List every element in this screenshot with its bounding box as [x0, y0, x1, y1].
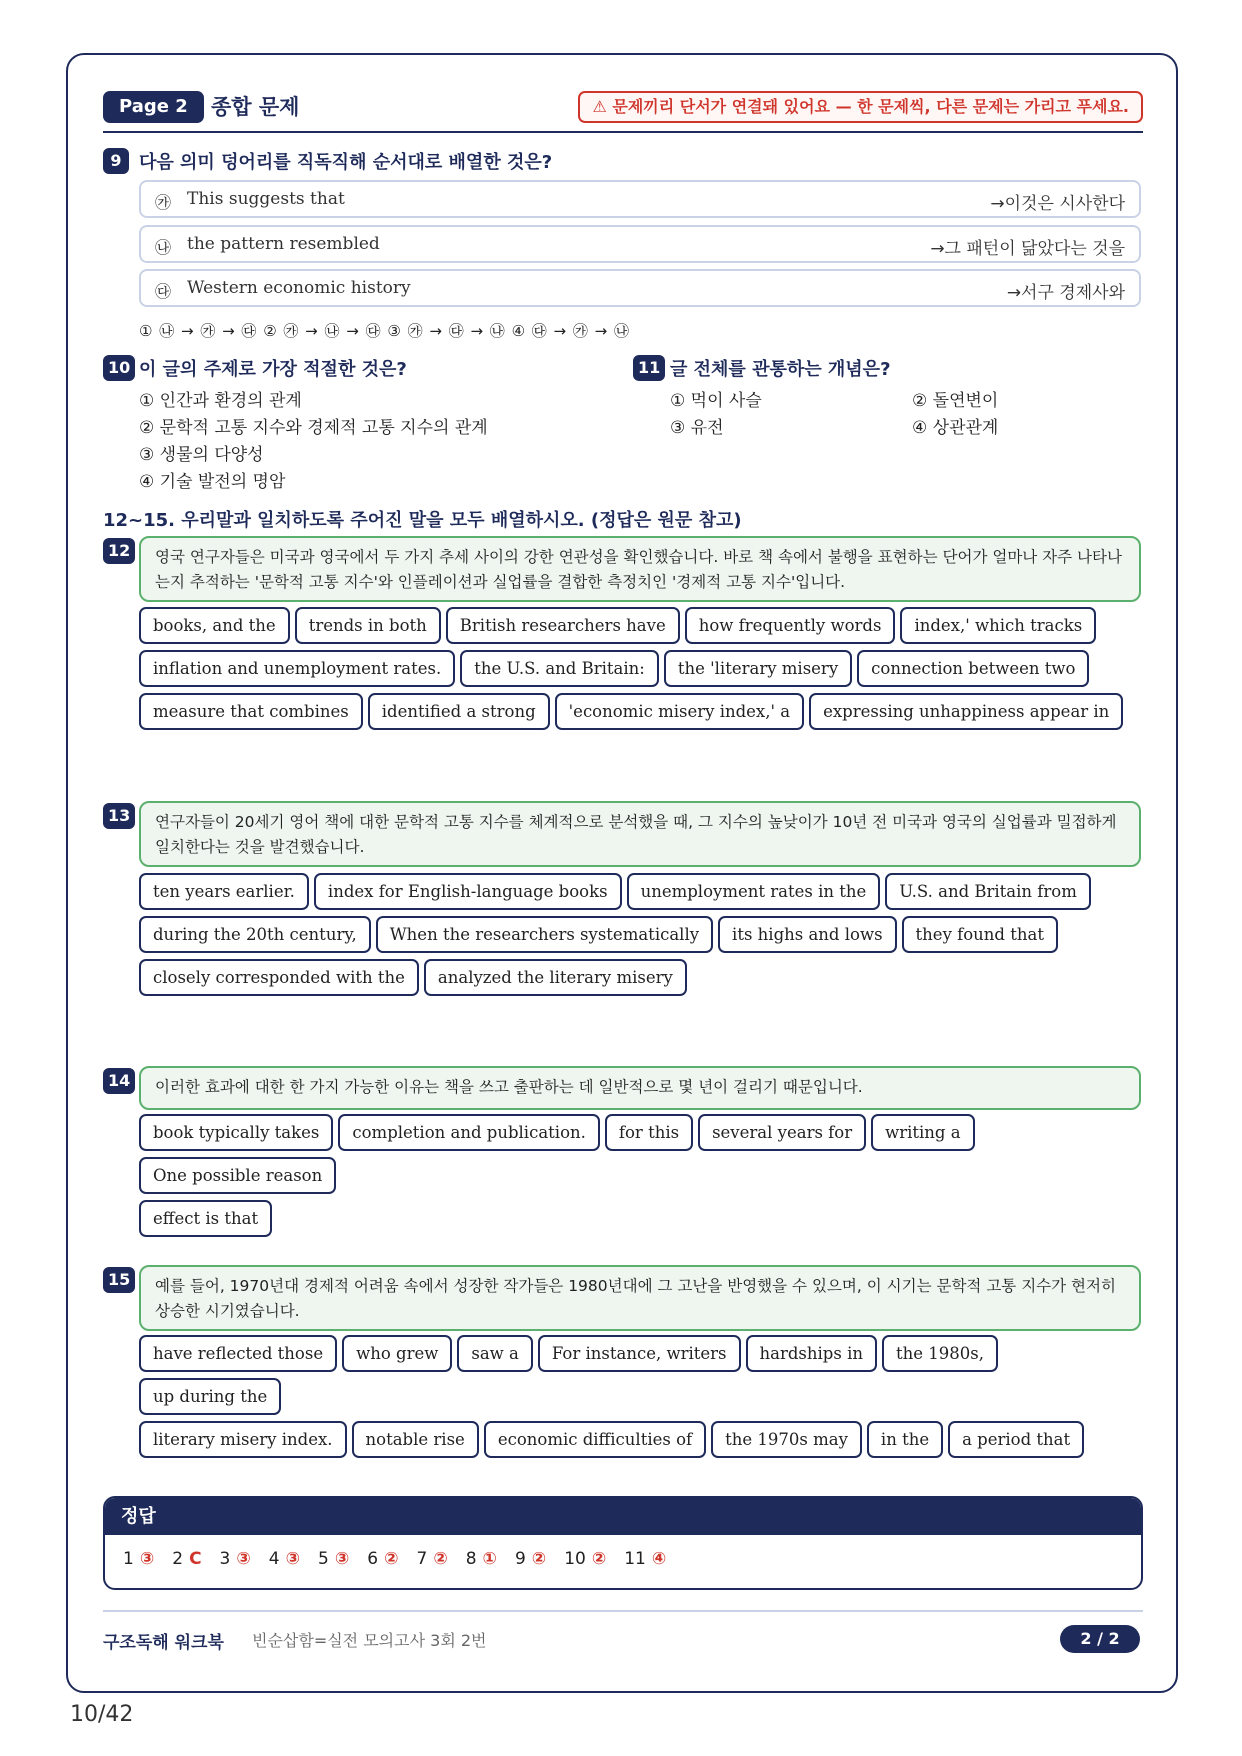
word-tile[interactable]: British researchers have: [446, 607, 680, 644]
word-tile[interactable]: several years for: [698, 1114, 866, 1151]
word-tiles-12: [139, 607, 1149, 736]
word-tile[interactable]: index for English-language books: [314, 873, 622, 910]
chunk-english: This suggests that: [187, 189, 345, 209]
footer-subtitle: 빈순삽함=실전 모의고사 3회 2번: [252, 1631, 487, 1650]
word-tile[interactable]: up during the: [139, 1378, 281, 1415]
answer-key: [103, 1496, 1143, 1590]
word-tile[interactable]: connection between two: [857, 650, 1089, 687]
word-tile[interactable]: ten years earlier.: [139, 873, 309, 910]
question-number-12: 12: [103, 538, 135, 564]
word-tile[interactable]: identified a strong: [368, 693, 550, 730]
word-tile[interactable]: index,' which tracks: [900, 607, 1096, 644]
word-tile[interactable]: they found that: [902, 916, 1058, 953]
answer-item: 9 ②: [514, 1549, 547, 1569]
answer-item: 7 ②: [416, 1549, 448, 1569]
word-tile[interactable]: unemployment rates in the: [627, 873, 881, 910]
chunk-english: the pattern resembled: [187, 234, 380, 254]
question-number-15: 15: [103, 1267, 135, 1293]
page-label-badge: Page 2: [103, 91, 204, 123]
meaning-chunk-b: [139, 225, 1141, 263]
korean-prompt-12: 영국 연구자들은 미국과 영국에서 두 가지 추세 사이의 강한 연관성을 확인했습니다. 바로 책 속에서 불행을 표현하는 단어가 얼마나 자주 나타나는지 추적하는 '문학적 고통 지수'와 인플레이션과 실업률을 결합한 측정치인 '경제적 고통 지수'입니다.: [139, 536, 1141, 602]
word-tile[interactable]: U.S. and Britain from: [885, 873, 1091, 910]
korean-prompt-15: 예를 들어, 1970년대 경제적 어려움 속에서 성장한 작가들은 1980년대에 그 고난을 반영했을 수 있으며, 이 시기는 문학적 고통 지수가 현저히 상승한 시기였습니다.: [139, 1265, 1141, 1331]
chunk-korean: →이것은 시사한다: [990, 194, 1125, 214]
word-tile[interactable]: in the: [867, 1421, 943, 1458]
word-tile[interactable]: closely corresponded with the: [139, 959, 419, 996]
word-tile[interactable]: expressing unhappiness appear in: [809, 693, 1123, 730]
q10-option-4: ④ 기술 발전의 명암: [139, 472, 286, 492]
q11-option-4: ④ 상관관계: [912, 418, 999, 438]
question-title-11: 글 전체를 관통하는 개념은?: [670, 359, 891, 380]
q11-option-2: ② 돌연변이: [912, 391, 999, 411]
page-header: [103, 91, 1143, 133]
word-tile[interactable]: book typically takes: [139, 1114, 333, 1151]
word-tile[interactable]: inflation and unemployment rates.: [139, 650, 455, 687]
word-tile[interactable]: how frequently words: [685, 607, 896, 644]
answer-item: 5 ③: [318, 1549, 350, 1569]
word-tile[interactable]: books, and the: [139, 607, 290, 644]
question-number-13: 13: [103, 803, 135, 829]
word-tile[interactable]: When the researchers systematically: [376, 916, 713, 953]
answer-item: 4 ③: [268, 1549, 301, 1569]
footer-page-badge: 2 / 2: [1060, 1625, 1140, 1653]
word-tile[interactable]: saw a: [457, 1335, 533, 1372]
warning-banner: ⚠ 문제끼리 단서가 연결돼 있어요 — 한 문제씩, 다른 문제는 가리고 푸세요.: [578, 91, 1143, 123]
word-tile[interactable]: For instance, writers: [538, 1335, 741, 1372]
chunk-mark: ㉮: [155, 193, 172, 212]
question-number-9: 9: [103, 148, 129, 174]
word-tile[interactable]: notable rise: [352, 1421, 479, 1458]
word-tile[interactable]: the 1980s,: [882, 1335, 998, 1372]
answer-item: 2 C: [172, 1549, 202, 1569]
footer-divider: [103, 1610, 1143, 1612]
meaning-chunk-c: [139, 269, 1141, 307]
word-tile[interactable]: who grew: [342, 1335, 452, 1372]
word-tile[interactable]: during the 20th century,: [139, 916, 371, 953]
chunk-english: Western economic history: [187, 278, 411, 298]
section-title: 12~15. 우리말과 일치하도록 주어진 말을 모두 배열하시오. (정답은 원문 참고): [103, 510, 742, 531]
question-number-14: 14: [103, 1068, 135, 1094]
chunk-korean: →서구 경제사와: [1006, 283, 1125, 303]
word-tiles-14: [139, 1114, 1149, 1243]
footer-brand: 구조독해 워크북: [103, 1633, 224, 1653]
word-tile[interactable]: writing a: [871, 1114, 974, 1151]
question-title-10: 이 글의 주제로 가장 적절한 것은?: [139, 359, 407, 380]
answer-key-title: 정답: [105, 1498, 1141, 1535]
word-tile[interactable]: 'economic misery index,' a: [555, 693, 804, 730]
word-tile[interactable]: for this: [605, 1114, 693, 1151]
document-page-counter: 10/42: [70, 1702, 134, 1727]
word-tile[interactable]: effect is that: [139, 1200, 272, 1237]
korean-prompt-13: 연구자들이 20세기 영어 책에 대한 문학적 고통 지수를 체계적으로 분석했을 때, 그 지수의 높낮이가 10년 전 미국과 영국의 실업률과 밀접하게 일치한다는 것을 발견했습니다.: [139, 801, 1141, 867]
answer-item: 6 ②: [367, 1549, 399, 1569]
word-tiles-15: [139, 1335, 1149, 1464]
q11-option-1: ① 먹이 사슬: [670, 391, 762, 411]
word-tile[interactable]: measure that combines: [139, 693, 363, 730]
q10-option-2: ② 문학적 고통 지수와 경제적 고통 지수의 관계: [139, 418, 488, 438]
word-tile[interactable]: economic difficulties of: [484, 1421, 706, 1458]
question-number-11: 11: [633, 355, 665, 381]
question-title-9: 다음 의미 덩어리를 직독직해 순서대로 배열한 것은?: [139, 152, 553, 173]
word-tile[interactable]: literary misery index.: [139, 1421, 347, 1458]
meaning-chunk-a: [139, 180, 1141, 218]
korean-prompt-14: 이러한 효과에 대한 한 가지 가능한 이유는 책을 쓰고 출판하는 데 일반적으로 몇 년이 걸리기 때문입니다.: [139, 1066, 1141, 1110]
q10-option-1: ① 인간과 환경의 관계: [139, 391, 302, 411]
word-tile[interactable]: One possible reason: [139, 1157, 336, 1194]
question-9-options: ① ㉯ → ㉮ → ㉰ ② ㉮ → ㉯ → ㉰ ③ ㉮ → ㉰ → ㉯ ④ ㉰ → ㉮ → ㉯: [139, 322, 630, 340]
q11-option-3: ③ 유전: [670, 418, 724, 438]
word-tile[interactable]: its highs and lows: [718, 916, 897, 953]
word-tile[interactable]: analyzed the literary misery: [424, 959, 687, 996]
word-tile[interactable]: hardships in: [746, 1335, 877, 1372]
answer-list: [105, 1535, 1141, 1569]
word-tile[interactable]: completion and publication.: [338, 1114, 600, 1151]
answer-item: 3 ③: [219, 1549, 251, 1569]
answer-item: 1 ③: [123, 1549, 155, 1569]
word-tile[interactable]: the U.S. and Britain:: [460, 650, 659, 687]
chunk-mark: ㉯: [155, 238, 172, 257]
word-tile[interactable]: trends in both: [295, 607, 441, 644]
word-tile[interactable]: a period that: [948, 1421, 1084, 1458]
answer-item: 10 ②: [564, 1549, 607, 1569]
word-tile[interactable]: the 'literary misery: [664, 650, 852, 687]
page-title: 종합 문제: [211, 95, 300, 119]
answer-item: 11 ④: [624, 1549, 667, 1569]
answer-item: 8 ①: [465, 1549, 497, 1569]
q10-option-3: ③ 생물의 다양성: [139, 445, 264, 465]
question-number-10: 10: [103, 355, 135, 381]
chunk-korean: →그 패턴이 닮았다는 것을: [930, 239, 1125, 259]
word-tile[interactable]: the 1970s may: [711, 1421, 862, 1458]
chunk-mark: ㉰: [155, 282, 172, 301]
word-tile[interactable]: have reflected those: [139, 1335, 337, 1372]
word-tiles-13: [139, 873, 1149, 1002]
